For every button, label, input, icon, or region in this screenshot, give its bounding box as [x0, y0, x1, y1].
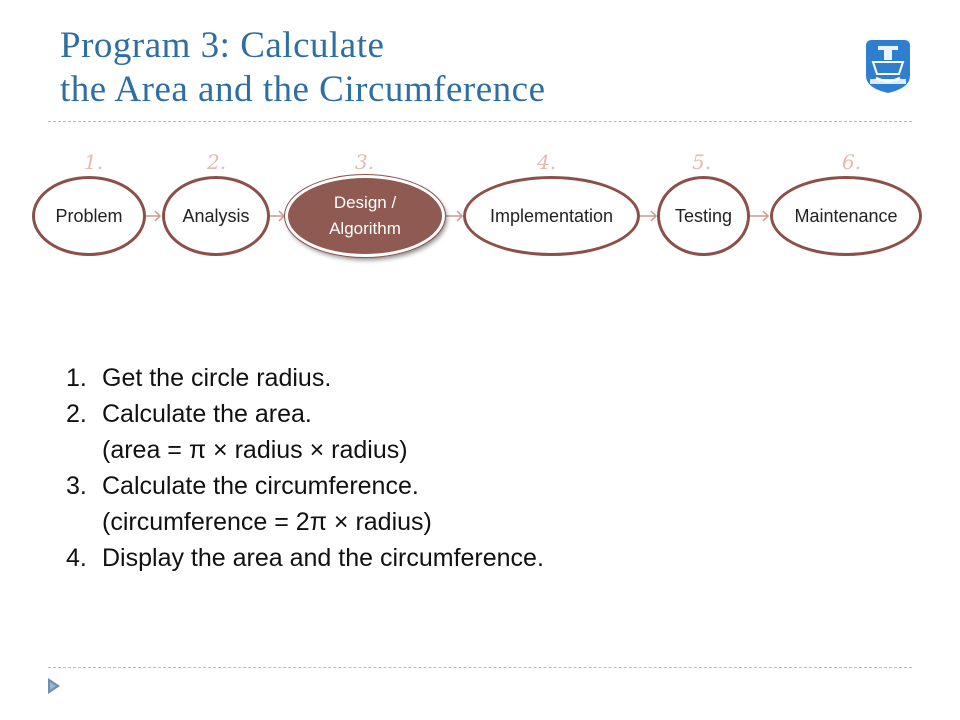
arrow-right-icon [750, 211, 768, 221]
step-problem-label: Problem [55, 205, 123, 226]
algorithm-step-text: Calculate the circumference. [102, 472, 419, 500]
step-number-3: 3. [355, 150, 375, 174]
algorithm-steps [66, 360, 544, 576]
step-implementation-label: Implementation [489, 205, 614, 226]
step-number-5: 5. [692, 150, 712, 174]
algorithm-step-text: Get the circle radius. [102, 364, 332, 392]
step-number-1: 1. [84, 150, 104, 174]
arrow-right-icon [445, 211, 462, 221]
step-analysis-label: Analysis [182, 205, 250, 226]
step-design-label: Design / [333, 193, 397, 212]
algorithm-step [66, 540, 544, 576]
step-problem [32, 176, 146, 256]
step-testing [657, 176, 750, 256]
arrow-right-icon [640, 211, 656, 221]
step-maintenance-label: Maintenance [794, 205, 898, 226]
algorithm-step [66, 360, 544, 396]
algorithm-step-formula: (area = π × radius × radius) [102, 436, 408, 464]
step-testing-label: Testing [674, 205, 733, 226]
process-arrows [0, 0, 960, 300]
algorithm-step-number: 3. [66, 472, 87, 500]
algorithm-step [66, 468, 544, 540]
arrow-right-icon [270, 211, 284, 221]
triangle-bullet-icon [47, 677, 61, 695]
algorithm-step-text: Calculate the area. [102, 400, 312, 428]
algorithm-step-formula: (circumference = 2π × radius) [102, 508, 432, 536]
algorithm-step [66, 396, 544, 468]
footer-divider [48, 667, 912, 668]
slide-title-line-2: the Area and the Circumference [60, 69, 546, 110]
step-number-4: 4. [537, 150, 557, 174]
step-number-2: 2. [207, 150, 227, 174]
step-implementation [463, 176, 640, 256]
step-algorithm-label: Algorithm [329, 219, 401, 238]
algorithm-step-number: 2. [66, 400, 87, 428]
slide-title-line-1: Program 3: Calculate [60, 25, 385, 66]
step-number-6: 6. [842, 150, 862, 174]
arrow-right-icon [146, 211, 160, 221]
step-analysis [162, 176, 270, 256]
algorithm-step-number: 4. [66, 544, 87, 572]
step-maintenance [770, 176, 922, 256]
step-design-algorithm [285, 175, 445, 257]
algorithm-step-text: Display the area and the circumference. [102, 544, 544, 572]
algorithm-step-number: 1. [66, 364, 87, 392]
development-process-diagram [0, 0, 960, 300]
